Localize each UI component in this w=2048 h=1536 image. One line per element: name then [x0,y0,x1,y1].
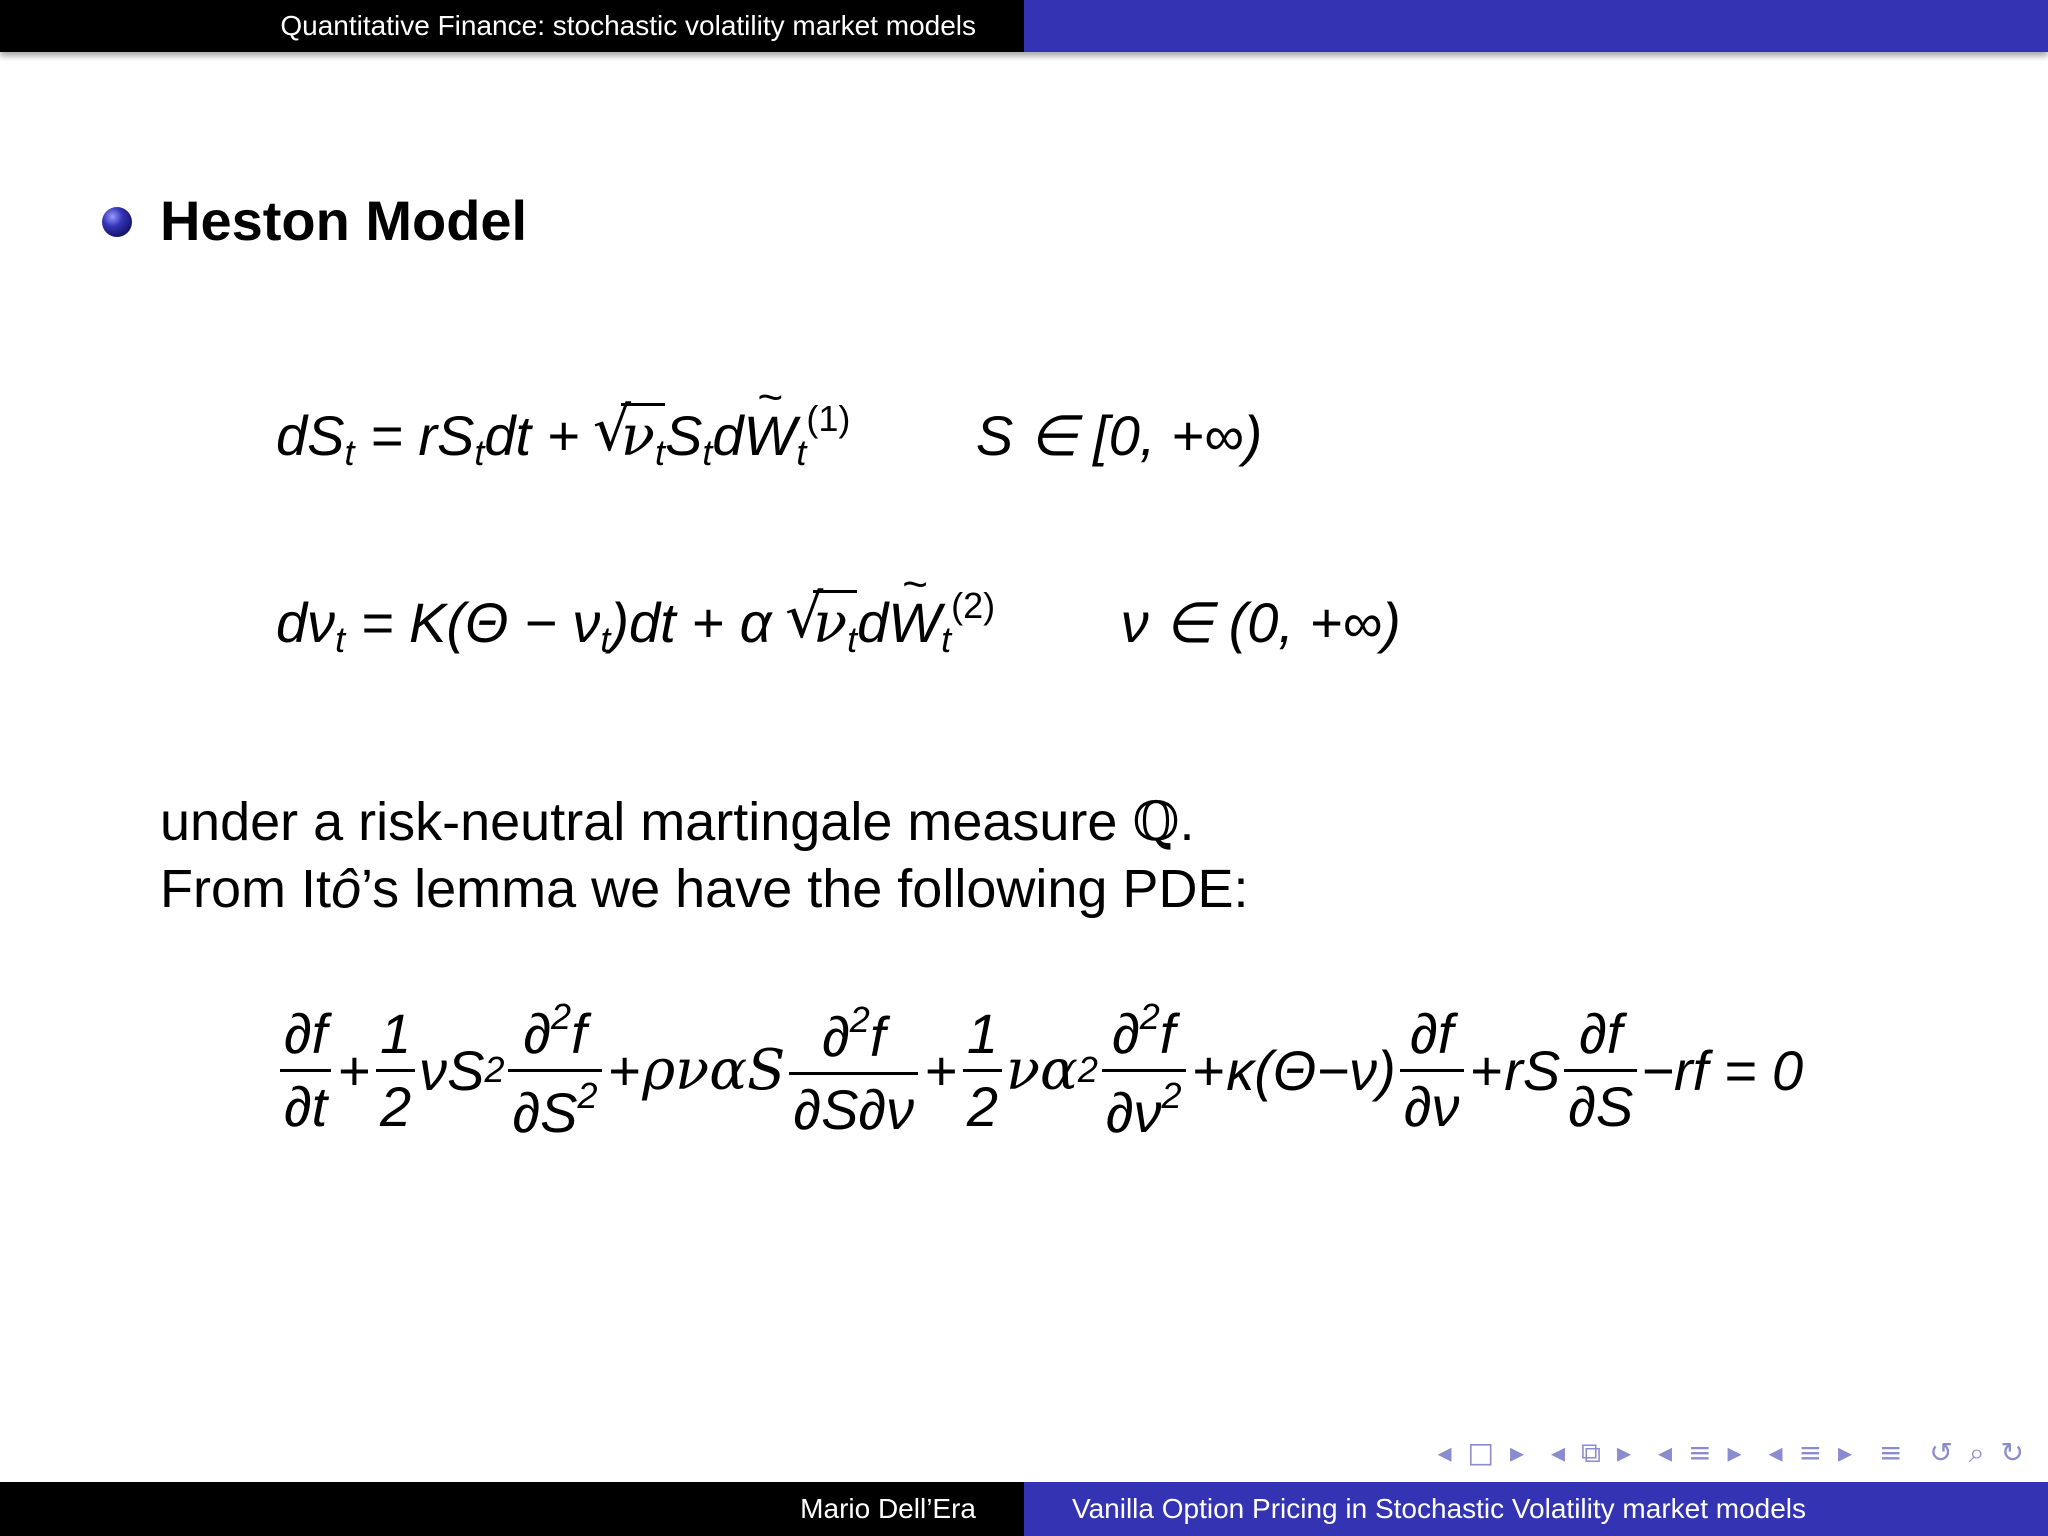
pde-coef-5: κ(Θ−ν) [1226,1038,1396,1102]
pde-frac-dnu [1400,1003,1464,1137]
footer-title: Vanilla Option Pricing in Stochastic Volatility market models [1024,1482,2048,1536]
nav-next-frame-icon[interactable]: ▸ [1510,1436,1527,1469]
nav-doc-icon[interactable]: ≡ [1798,1436,1825,1469]
eq2-lhs-sub: t [335,619,346,660]
eq1-lhs: dS [276,404,345,467]
nav-prev-frame-icon[interactable]: ◂ [1437,1436,1454,1469]
frac-num [1108,997,1179,1065]
eq2-rad: ν [813,591,848,656]
sup: 2 [577,1074,598,1116]
pde-frac-dsdnu [789,1000,918,1140]
frac-bar [1564,1069,1637,1072]
frac-den: ∂ν [1403,1074,1460,1138]
line1-end: . [1179,792,1195,852]
line2-c: ’s lemma we have the following PDE: [361,859,1249,919]
nav-section-icon[interactable]: ≡ [1688,1436,1714,1469]
eq1-rhs-c: S [664,404,703,467]
nav-search-icon[interactable]: ⌕ [1968,1436,1987,1469]
nav-next-subsection-icon[interactable]: ▸ [1617,1436,1634,1469]
partial: ∂ [1112,1001,1140,1065]
den-text: ∂ν [1105,1080,1162,1144]
frac-bar [1102,1069,1186,1072]
equation-stock [276,398,1262,474]
eq2-rhs-a-sub: t [600,619,611,660]
frac-num [519,997,590,1065]
eq2-w-sub: t [941,619,952,660]
eq1-rad-sub: t [654,432,665,473]
frac-den: ∂t [284,1074,328,1138]
pde-coef-6: rS [1504,1038,1561,1102]
frac-bar [280,1069,331,1072]
pde-frac-dss [508,997,601,1143]
frac-num: ∂f [1410,1001,1454,1065]
plus: + [607,1038,641,1102]
line1-symbol: ℚ [1132,790,1180,853]
eq1-sub-t: t [474,432,485,473]
footer-author: Mario Dell’Era [0,1482,1024,1536]
eq1-w: W ~ [743,403,796,468]
eq2-sqrt [787,590,857,658]
plus: + [1191,1038,1225,1102]
eq1-lhs-sub: t [344,432,355,473]
sup: 2 [1161,1074,1182,1116]
frac-num: ∂f [1579,1001,1623,1065]
eq1-rhs-a: = rS [370,404,475,467]
nav-back-icon[interactable]: ↺ [1929,1436,1955,1469]
plus: + [1469,1038,1503,1102]
pde-frac-half-2 [963,1003,1002,1137]
eq1-rhs-d: d [712,404,744,467]
navigation-symbols [1423,1436,2026,1470]
slide-heading: Heston Model [160,189,528,252]
nav-prev-section-icon[interactable]: ◂ [1658,1436,1675,1469]
header-accent [1024,0,2048,52]
frac-bar [963,1069,1002,1072]
frac-num: 1 [966,1001,998,1065]
text-line-measure [160,790,1195,853]
frac-den: ∂S [1568,1074,1634,1138]
pde-sup: 2 [484,1049,505,1090]
bullet-icon [102,207,132,237]
equation-variance [276,585,1401,661]
frac-den: 2 [966,1074,998,1138]
eq2-lhs: dν [276,591,336,654]
eq2-rhs-a: = K(Θ − ν [360,591,601,654]
pde-frac-dt [280,1003,331,1137]
header-bar [0,0,2048,52]
frac-num: ∂f [284,1001,328,1065]
frac-num [818,1000,889,1068]
pde-tail: −rf = 0 [1641,1038,1804,1102]
pde-sup: 2 [1077,1049,1098,1090]
frac-den: ∂S∂ν [793,1077,915,1141]
footer-bar [0,1482,2048,1536]
frac-bar [789,1072,918,1075]
header-title: Quantitative Finance: stochastic volatility market models [0,0,1024,52]
eq1-rad: ν [620,404,655,469]
text-line-ito [160,858,1248,920]
nav-next-doc-icon[interactable]: ▸ [1838,1436,1855,1469]
sup: 2 [551,995,572,1037]
eq1-rhs-b: dt + [484,404,595,467]
line2-a: From It [160,859,331,919]
eq1-w-sup: (1) [806,398,851,439]
f: f [571,1001,587,1065]
frac-num: 1 [379,1001,412,1065]
line2-b: ô [331,859,362,919]
nav-prev-doc-icon[interactable]: ◂ [1768,1436,1785,1469]
plus: + [924,1038,957,1102]
pde-coef-4: να [1005,1037,1078,1103]
nav-subsection-icon[interactable]: ⧉ [1581,1436,1604,1469]
eq2-w: W ~ [888,590,941,655]
pde-equation [276,995,1804,1144]
sup: 2 [1139,995,1160,1037]
nav-next-section-icon[interactable]: ▸ [1727,1436,1744,1469]
frac-den [508,1076,601,1144]
f: f [869,1004,886,1068]
plus: + [337,1038,370,1102]
pde-frac-ds [1564,1003,1637,1137]
partial: ∂ [822,1004,850,1068]
partial: ∂ [523,1001,552,1065]
den-text: ∂S [512,1080,578,1144]
pde-coef-3: ρναS [642,1037,786,1103]
pde-frac-half [376,1003,415,1137]
sup: 2 [849,998,870,1040]
nav-prev-subsection-icon[interactable]: ◂ [1550,1436,1568,1469]
nav-forward-icon[interactable]: ↻ [2000,1436,2026,1469]
frac-bar [376,1069,415,1072]
pde-frac-dnunu [1102,997,1186,1143]
eq2-rad-sub: t [847,619,858,660]
frac-bar [1400,1069,1464,1072]
eq2-rhs-b: )dt + α [610,591,772,654]
eq2-w-sup: (2) [951,585,996,626]
pde-coef-2: νS [419,1038,485,1102]
line1-text: under a risk-neutral martingale measure [160,792,1133,852]
f: f [1159,1001,1176,1065]
frac-den: 2 [379,1074,412,1138]
eq1-domain: S ∈ [0, +∞) [975,404,1263,467]
frac-den [1102,1076,1186,1144]
nav-toc-icon[interactable]: ≡ [1879,1436,1905,1469]
eq2-domain: ν ∈ (0, +∞) [1120,591,1401,654]
frac-bar [508,1069,601,1072]
nav-frame-icon[interactable]: □ [1467,1436,1496,1469]
eq1-sub-t2: t [702,432,713,473]
eq1-sqrt [595,403,665,471]
eq1-w-sub: t [796,432,807,473]
eq2-rhs-d: d [857,591,889,654]
